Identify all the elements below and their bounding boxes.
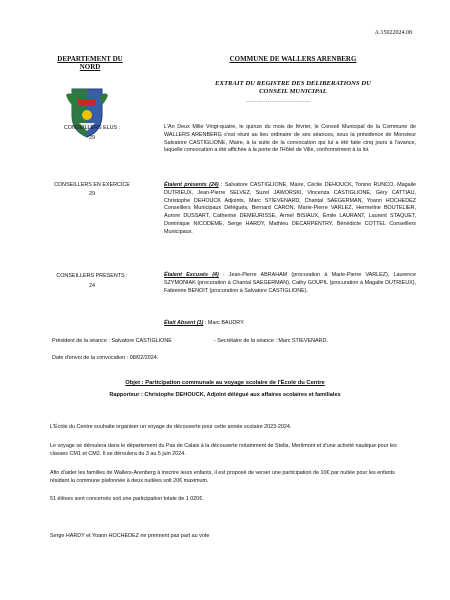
absent-heading: Était Absent (1) <box>164 320 204 326</box>
absent-list: : Marc BAUDRY. <box>203 320 245 326</box>
excuses-paragraph <box>164 272 416 295</box>
presents-label: CONSEILLERS PRESENTS : <box>56 273 128 279</box>
document-reference: A.15022024.08 <box>374 30 412 36</box>
objet-title-text: Objet : Participation communale au voyage scolaire de l'École du Centre <box>125 380 325 386</box>
elus-paragraph: L'An Deux Mille Vingt-quatre, le quinze du mois de février, le Conseil Municipal de la Commune de WALLERS ARENBERG s'est réuni au lieu ordinaire de ses séances, sous la présidence de Monsieur Salvatore CASTIGLIONE, Maire, à la suite de la convocation qui lui a été faite cinq jours à l'avance, laquelle convocation a été affichée à la porte de l'Hôtel de Ville, conformément à la loi. <box>164 124 416 154</box>
department-title: DEPARTEMENT DU NORD <box>57 55 123 71</box>
presents-heading: Étaient présents (24) <box>164 182 219 188</box>
body-paragraph-4: 51 élèves sont concernés soit une participation totale de 1 020€. <box>50 496 204 502</box>
exercice-count: 29 <box>89 191 95 197</box>
objet-title <box>0 380 450 386</box>
rapporteur-line: Rapporteur : Christophe DEHOUCK, Adjoint délégué aux affaires scolaires et familiales <box>109 392 341 398</box>
elus-count: 29 <box>89 135 95 141</box>
presents-count: 24 <box>89 283 95 289</box>
convocation-date: Date d'envoi de la convocation : 08/02/2024. <box>52 355 159 361</box>
absent-paragraph <box>164 320 416 328</box>
excuses-heading: Étaient Excusés (4) <box>164 272 219 278</box>
secretaire-line: - Secrétaire de la séance : Marc STIEVENARD. <box>214 338 328 344</box>
presents-list: : Salvatore CASTIGLIONE, Maire, Cécile DEHOUCK, Tonino RUNCO, Magalie DUTRIEUX, Jean-Pierre SELVEZ, Suzel JAWORSKI, Vincenza CASTIGLIONE, Géry CATTIAU, Christophe DEHOUCK Adjoints, Marc STIEVENARD, Chantal SAEGERMAN, Yoann HOCHEDEZ Conseillers Municipaux Délégués, Bernard CARON, Marie-Pierre VARLEZ, Hermeline BOUTELIER, Aurore DUSSART, Catherine DEMEURISSE, Armel BISIAUX, Émile LAURANT, Laurent STAQUET, Dominique NICODEME, Serge HARDY, Mathieu DECARPENTRY, Bénédicte COTTEL Conseillers Municipaux. <box>164 182 416 235</box>
extract-title: EXTRAIT DU REGISTRE DES DELIBERATIONS DU CONSEIL MUNICIPAL <box>215 80 371 95</box>
body-paragraph-3: Afin d'aider les familles de Wallers-Arenberg à inscrire leurs enfants, il est proposé de verser une participation de 10€ par nuitée pour les enfants résidant la commune plafonnée à deux nuitées soit 20€ maximum. <box>50 470 395 484</box>
president-line: Président de la séance : Salvatore CASTIGLIONE <box>52 338 172 344</box>
commune-title: COMMUNE DE WALLERS ARENBERG <box>229 55 357 63</box>
exercice-label: CONSEILLERS EN EXERCICE <box>54 182 130 188</box>
body-paragraph-2: Le voyage se déroulera dans le département du Pas de Calais à la découverte notamment de Stella, Merlimont et d'une activité nautique pour les classes CM1 et CM2. Il se déroulera du 3 au 5 juin 2024. <box>50 443 397 457</box>
elus-label: CONSEILLERS ELUS : <box>63 125 121 131</box>
body-paragraph-5: Serge HARDY et Yoann HOCHEDEZ ne prennent pas part au vote <box>50 533 210 539</box>
body-paragraph-1: L'École du Centre souhaite organiser un voyage de découverte pour cette année scolaire 2023-2024. <box>50 424 292 430</box>
excuses-list: : Jean-Pierre ABRAHAM (procuration à Marie-Pierre VARLEZ), Laurence SZYMONIAK (procuration à Chantal SAEGERMAN), Cathy GOUPIL (procuration à Magalie DUTRIEUX), Fabienne BENOIT (procuration à Salvatore CASTIGLIONE). <box>164 272 416 294</box>
decorative-dash-line: ------------------------------ <box>246 100 311 105</box>
presents-paragraph <box>164 182 416 237</box>
